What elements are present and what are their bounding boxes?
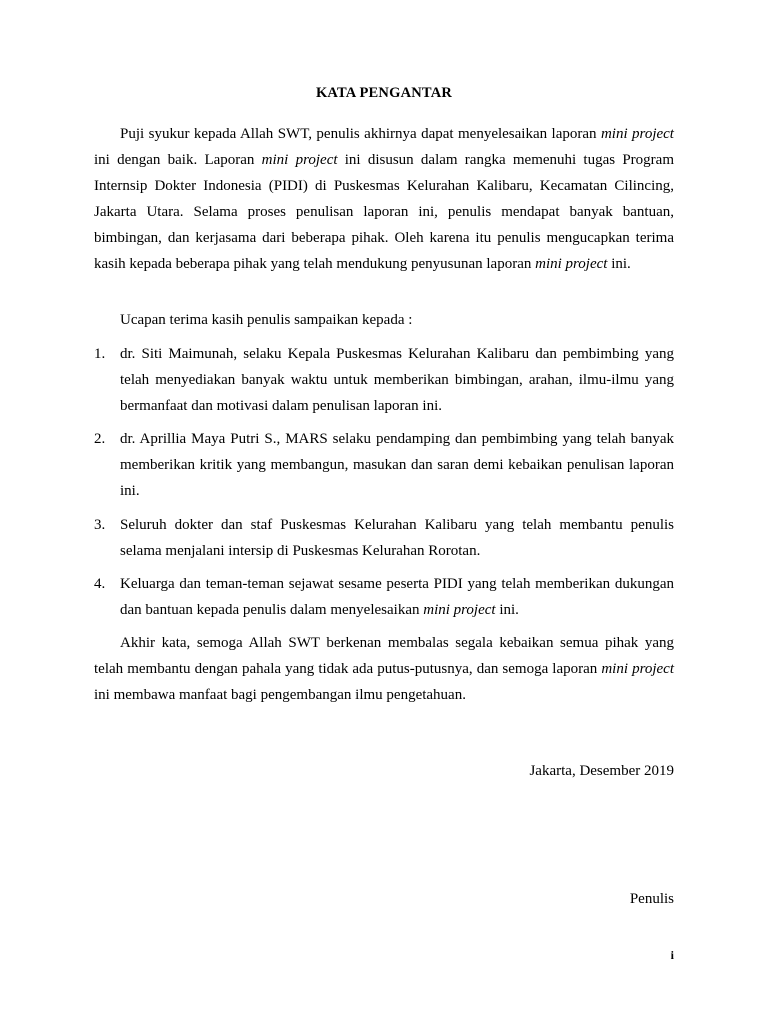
list-item-number: 2. (94, 431, 106, 447)
text-run: Puji syukur kepada Allah SWT, penulis akhirnya dapat menyelesaikan laporan (120, 126, 601, 142)
text-run: ini membawa manfaat bagi pengembangan ilmu pengetahuan. (94, 687, 466, 703)
list-item (94, 571, 674, 623)
list-item (94, 426, 674, 504)
text-run: Keluarga dan teman-teman sejawat sesame peserta PIDI yang telah memberikan dukungan dan bantuan kepada penulis dalam menyelesaikan (120, 576, 674, 618)
text-run: ini. (607, 256, 631, 272)
list-item-number: 4. (94, 576, 106, 592)
list-item-number: 1. (94, 346, 106, 362)
list-item (94, 341, 674, 419)
italic-term: mini project (600, 126, 674, 142)
signature-label: Penulis (629, 891, 674, 907)
list-item-number: 3. (94, 517, 106, 533)
text-run: ini disusun dalam rangka memenuhi tugas Program Internsip Dokter Indonesia (PIDI) di Puskesmas Kelurahan Kalibaru, Kecamatan Cilincing, Jakarta Utara. Selama proses penulisan laporan ini, penulis mendapat banyak bantuan, bimbingan, dan kerjasama dari beberapa pihak. Oleh karena itu penulis mengucapkan terima kasih kepada beberapa pihak yang telah mendukung penyusunan laporan (94, 152, 674, 272)
text-run: ini. (495, 602, 519, 618)
text-run: Akhir kata, semoga Allah SWT berkenan membalas segala kebaikan semua pihak yang telah membantu dengan pahala yang tidak ada putus-putusnya, dan semoga laporan (94, 635, 674, 677)
list-item (94, 512, 674, 564)
italic-term: mini project (423, 602, 496, 618)
italic-term: mini project (261, 152, 338, 168)
text-run: dr. Aprillia Maya Putri S., MARS selaku pendamping dan pembimbing yang telah banyak memberikan kritik yang membangun, masukan dan saran demi kebaikan penulisan laporan ini. (120, 431, 674, 499)
text-run: ini dengan baik. Laporan (94, 152, 262, 168)
list-item-text (120, 341, 674, 419)
list-item-text (120, 512, 674, 564)
text-run: dr. Siti Maimunah, selaku Kepala Puskesmas Kelurahan Kalibaru dan pembimbing yang telah menyediakan banyak waktu untuk memberikan bimbingan, arahan, ilmu-ilmu yang bermanfaat dan motivasi dalam penulisan laporan ini. (120, 346, 674, 414)
list-item-text (120, 571, 674, 623)
text-run: Seluruh dokter dan staf Puskesmas Kelurahan Kalibaru yang telah membantu penulis selama menjalani intersip di Puskesmas Kelurahan Rorotan. (120, 517, 674, 559)
italic-term: mini project (535, 256, 608, 272)
page-title: KATA PENGANTAR (315, 85, 453, 101)
list-item-text (120, 426, 674, 504)
intro-paragraph (94, 121, 674, 277)
italic-term: mini project (601, 661, 674, 677)
thanks-intro: Ucapan terima kasih penulis sampaikan kepada : (120, 312, 413, 328)
page-number: i (670, 948, 674, 962)
closing-paragraph (94, 630, 674, 708)
place-date: Jakarta, Desember 2019 (529, 763, 674, 779)
